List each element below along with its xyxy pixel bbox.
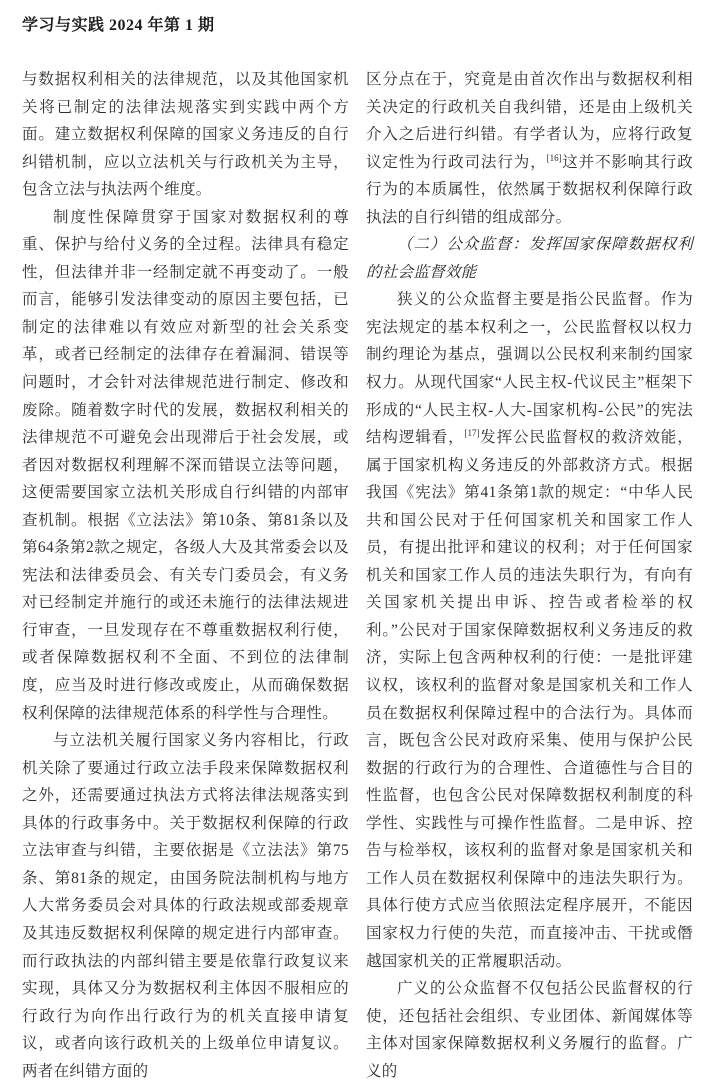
paragraph: 与立法机关履行国家义务内容相比，行政机关除了要通过行政立法手段来保障数据权利之外，还需要通过执法方式将法律法规落实到具体的行政事务中。关于数据权利保障的行政立法审查与纠错，主要依据是《立法法》第75条、第81条的规定，由国务院法制机构与地方人大常务委员会对具体的行政法规或部委规章及其违反数据权利保障的规定进行内部审查。而行政执法的内部纠错主要是依靠行政复议来实现，具体又分为数据权利主体因不服相应的行政行为向作出行政行为的机关直接申请复议，或者向该行政机关的上级单位申请复议。两者在纠错方面的 (22, 732, 349, 1080)
paragraph: 与数据权利相关的法律规范，以及其他国家机关将已制定的法律法规落实到实践中两个方面。建立数据权利保障的国家义务违反的自行纠错机制，应以立法机关与行政机关为主导，包含立法与执法两个维度。 (22, 71, 349, 199)
journal-header: 学习与实践 2024 年第 1 期 (22, 17, 215, 34)
footnote-ref: [16] (546, 152, 562, 163)
left-column (22, 66, 349, 1085)
two-column-body (22, 66, 694, 1085)
section-heading: （二）公众监督：发挥国家保障数据权利的社会监督效能 (366, 236, 693, 281)
paragraph: 区分点在于，究竟是由首次作出与数据权利相关决定的行政机关自我纠错，还是由上级机关介入之后进行纠错。有学者认为，应将行政复议定性为行政司法行为，[16]这并不影响其行政行为的本质属性，依然属于数据权利保障行政执法的自行纠错的组成部分。 (366, 71, 693, 226)
paragraph: 广义的公众监督不仅包括公民监督权的行使，还包括社会组织、专业团体、新闻媒体等主体对国家保障数据权利义务履行的监督。广义的 (366, 980, 693, 1080)
right-column (366, 66, 693, 1085)
paragraph: 制度性保障贯穿于国家对数据权利的尊重、保护与给付义务的全过程。法律具有稳定性，但法律并非一经制定就不再变动了。一般而言，能够引发法律变动的原因主要包括，已制定的法律难以有效应对新型的社会关系变革，或者已经制定的法律存在着漏洞、错误等问题时，才会针对法律规范进行制定、修改和废除。随着数字时代的发展，数据权利相关的法律规范不可避免会出现滞后于社会发展，或者因对数据权利理解不深而错误立法等问题，这便需要国家立法机关形成自行纠错的内部审查机制。根据《立法法》第10条、第81条以及第64条第2款之规定，各级人大及其常委会以及宪法和法律委员会、有关专门委员会，有义务对已经制定并施行的或还未施行的法律法规进行审查，一旦发现存在不尊重数据权利行使，或者保障数据权利不全面、不到位的法律制度，应当及时进行修改或废止，从而确保数据权利保障的法律规范体系的科学性与合理性。 (22, 208, 349, 722)
footnote-ref: [17] (464, 427, 480, 438)
paragraph: 狭义的公众监督主要是指公民监督。作为宪法规定的基本权利之一，公民监督权以权力制约理论为基点，强调以公民权利来制约国家权力。从现代国家“人民主权-代议民主”框架下形成的“人民主权-人大-国家机构-公民”的宪法结构逻辑看，[17]发挥公民监督权的救济效能，属于国家机构义务违反的外部救济方式。根据我国《宪法》第41条第1款的规定：“中华人民共和国公民对于任何国家机关和国家工作人员，有提出批评和建议的权利；对于任何国家机关和国家工作人员的违法失职行为，有向有关国家机关提出申诉、控告或者检举的权利。”公民对于国家保障数据权利义务违反的救济，实际上包含两种权利的行使：一是批评建议权，该权利的监督对象是国家机关和工作人员在数据权利保障过程中的合法行为。具体而言，既包含公民对政府采集、使用与保护公民数据的行政行为的合理性、合道德性与合目的性监督，也包含公民对保障数据权利制度的科学性、实践性与可操作性监督。二是申诉、控告与检举权，该权利的监督对象是国家机关和工作人员在数据权利保障中的违法失职行为。具体行使方式应当依照法定程序展开，不能因国家权力行使的失范，而直接冲击、干扰或僭越国家机关的正常履职活动。 (366, 291, 693, 970)
